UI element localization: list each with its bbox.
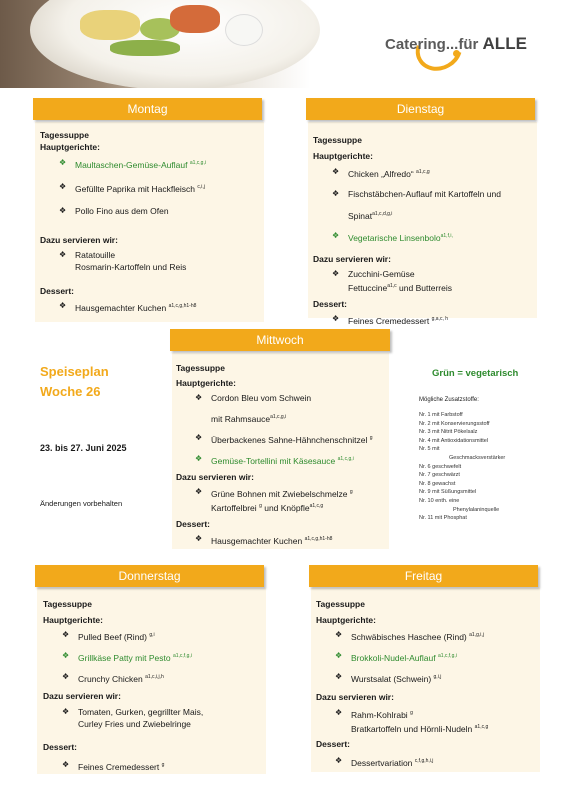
bullet-icon: ❖ — [332, 188, 340, 198]
food-item-image — [110, 40, 180, 56]
menu-item: ❖ Gefüllte Paprika mit Hackfleisch $^{c,i,j}$ — [59, 181, 205, 194]
changes-note: Änderungen vorbehalten — [40, 499, 123, 508]
food-item-image — [225, 14, 263, 46]
thursday-content — [43, 598, 265, 773]
header-banner — [0, 0, 565, 88]
soup-label: Tagessuppe — [316, 599, 365, 609]
dessert-label: Dessert: — [316, 739, 351, 750]
menu-item: ❖ Pollo Fino aus dem Ofen — [59, 205, 169, 216]
veg-marker-icon: ❖ — [195, 453, 203, 463]
menu-item-continuation: Spinat$^{a1,c,d,g,i}$ — [348, 210, 393, 221]
bullet-icon: ❖ — [62, 707, 70, 717]
food-item-image — [80, 10, 140, 40]
menu-item-continuation: Fettuccine$^{a1,c}$ und Butterreis — [348, 283, 452, 294]
bullet-icon: ❖ — [59, 205, 67, 215]
menu-item: ❖ Wurstsalat (Schwein) $^{g,i,j}$ — [335, 671, 442, 684]
menu-item: ❖ Crunchy Chicken $^{a1,c,i,j,h}$ — [62, 671, 164, 684]
bullet-icon: ❖ — [195, 487, 203, 497]
soup-label: Tagessuppe — [43, 599, 92, 609]
monday-header: Montag — [33, 98, 262, 120]
bullet-icon: ❖ — [335, 756, 343, 766]
menu-item: ❖ Cordon Bleu vom Schwein — [195, 393, 312, 403]
soup-label: Tagessuppe — [176, 363, 225, 373]
thursday-header: Donnerstag — [35, 565, 264, 587]
menu-item: ❖ Grüne Bohnen mit Zwiebelschmelze $^g$ — [195, 487, 353, 500]
bullet-icon: ❖ — [195, 393, 203, 402]
bullet-icon: ❖ — [335, 630, 343, 639]
veg-marker-icon: ❖ — [332, 230, 340, 240]
food-item-image — [170, 5, 220, 33]
menu-item: ❖ Ratatouille — [59, 249, 116, 260]
bullet-icon: ❖ — [59, 300, 67, 310]
menu-item-continuation: Rosmarin-Kartoffeln und Reis — [75, 261, 187, 272]
mains-label: Hauptgerichte: — [316, 615, 376, 625]
veg-marker-icon: ❖ — [59, 158, 67, 167]
wednesday-content — [176, 362, 390, 547]
dessert-label: Dessert: — [176, 519, 211, 530]
mains-label: Hauptgerichte: — [313, 151, 373, 161]
menu-item: ❖ Fischstäbchen-Auflauf mit Kartoffeln und — [332, 188, 501, 199]
bullet-icon: ❖ — [62, 630, 70, 639]
friday-content — [316, 598, 538, 769]
menu-item: ❖ Maultaschen-Gemüse-Auflauf $^{a1,c,g,i}$ — [59, 158, 206, 170]
menu-item: ❖ Zucchini-Gemüse — [332, 269, 415, 280]
additives-title: Mögliche Zusatzstoffe: — [419, 397, 479, 403]
menu-item: ❖ Rahm-Kohlrabi $^g$ — [335, 708, 413, 721]
sides-label: Dazu servieren wir: — [313, 254, 391, 265]
menu-item: ❖ Brokkoli-Nudel-Auflauf $^{a1,c,f,g,i}$ — [335, 650, 457, 663]
menu-item: ❖ Chicken „Alfredo“ $^{a1,c,g}$ — [332, 167, 430, 179]
menu-item-continuation: Bratkartoffeln und Hörnli-Nudeln $^{a1,c,g}$ — [351, 724, 489, 735]
vegetarian-legend: Grün = vegetarisch — [432, 368, 519, 379]
menu-item: ❖ Grillkäse Patty mit Pesto $^{a1,c,f,g,i}$ — [62, 650, 192, 663]
menu-item: ❖ Gemüse-Tortellini mit Käsesauce $^{a1,c,g,i}$ — [195, 453, 354, 466]
bullet-icon: ❖ — [62, 671, 70, 681]
friday-header: Freitag — [309, 565, 538, 587]
menu-item: ❖ Schwäbisches Haschee (Rind) $^{a1,g,i,j}$ — [335, 630, 484, 642]
soup-label: Tagessuppe — [313, 135, 362, 145]
wednesday-header: Mittwoch — [170, 329, 390, 351]
mains-label: Hauptgerichte: — [40, 142, 100, 152]
sides-label: Dazu servieren wir: — [316, 692, 394, 703]
mains-label: Hauptgerichte: — [176, 378, 236, 388]
monday-content — [40, 129, 262, 313]
menu-item-continuation: Curley Fries und Zwiebelringe — [78, 719, 191, 730]
veg-marker-icon: ❖ — [335, 650, 343, 660]
veg-marker-icon: ❖ — [62, 650, 70, 660]
bullet-icon: ❖ — [62, 760, 70, 770]
bullet-icon: ❖ — [332, 167, 340, 176]
menu-item: ❖ Dessertvariation $^{c,f,g,h,i,j}$ — [335, 756, 434, 768]
catering-logo: Catering...für ALLE — [385, 34, 527, 53]
menu-title: Speiseplan Woche 26 — [40, 364, 109, 399]
menu-item: ❖ Tomaten, Gurken, gegrillter Mais, — [62, 707, 204, 718]
bullet-icon: ❖ — [195, 432, 203, 442]
menu-item: ❖ Pulled Beef (Rind) $^{g,i}$ — [62, 630, 155, 642]
menu-item: ❖ Hausgemachter Kuchen $^{a1,c,g,h1-h8}$ — [195, 534, 333, 546]
menu-item-continuation: mit Rahmsauce$^{a1,c,g,i}$ — [211, 413, 287, 424]
menu-item: ❖ Vegetarische Linsenbolo$^{a1,f,i,}$ — [332, 230, 453, 243]
bullet-icon: ❖ — [332, 314, 340, 324]
sides-label: Dazu servieren wir: — [40, 234, 118, 245]
menu-item: ❖ Hausgemachter Kuchen $^{a1,c,g,h1-h8}$ — [59, 300, 197, 313]
bullet-icon: ❖ — [59, 181, 67, 191]
date-range: 23. bis 27. Juni 2025 — [40, 443, 127, 453]
sides-label: Dazu servieren wir: — [43, 691, 121, 702]
sides-label: Dazu servieren wir: — [176, 472, 254, 483]
soup-label: Tagessuppe — [40, 130, 89, 140]
additives-list: Nr. 1 mit Farbstoff Nr. 2 mit Konservierungsstoff Nr. 3 mit Nitrit Pökelsalz Nr. 4 mit Antioxidationsmittel Nr. 5 mit Geschmacksverstärker Nr. 6 geschwefelt Nr. 7 geschwärzt Nr. 8 gewachst Nr. 9 mit Süßungsmittel Nr. 10 enth. eine Phenylalaninquelle Nr. 11 mit Phosphat — [419, 412, 506, 522]
dessert-label: Dessert: — [40, 285, 75, 296]
dessert-label: Dessert: — [43, 742, 78, 753]
menu-item-continuation: Kartoffelbrei $^g$ und Knöpfle$^{a1,c,g}$ — [211, 503, 324, 514]
tuesday-content — [313, 134, 535, 327]
mains-label: Hauptgerichte: — [43, 615, 103, 625]
bullet-icon: ❖ — [335, 708, 343, 718]
menu-item: ❖ Überbackenes Sahne-Hähnchenschnitzel $^g$ — [195, 432, 373, 445]
menu-item: ❖ Feines Cremedessert $^{g,a,c, h}$ — [332, 314, 449, 327]
menu-item: ❖ Feines Cremedessert $^g$ — [62, 760, 165, 773]
dessert-label: Dessert: — [313, 299, 348, 310]
tuesday-header: Dienstag — [306, 98, 535, 120]
bullet-icon: ❖ — [195, 534, 203, 544]
bullet-icon: ❖ — [332, 269, 340, 279]
bullet-icon: ❖ — [59, 249, 67, 259]
bullet-icon: ❖ — [335, 671, 343, 681]
